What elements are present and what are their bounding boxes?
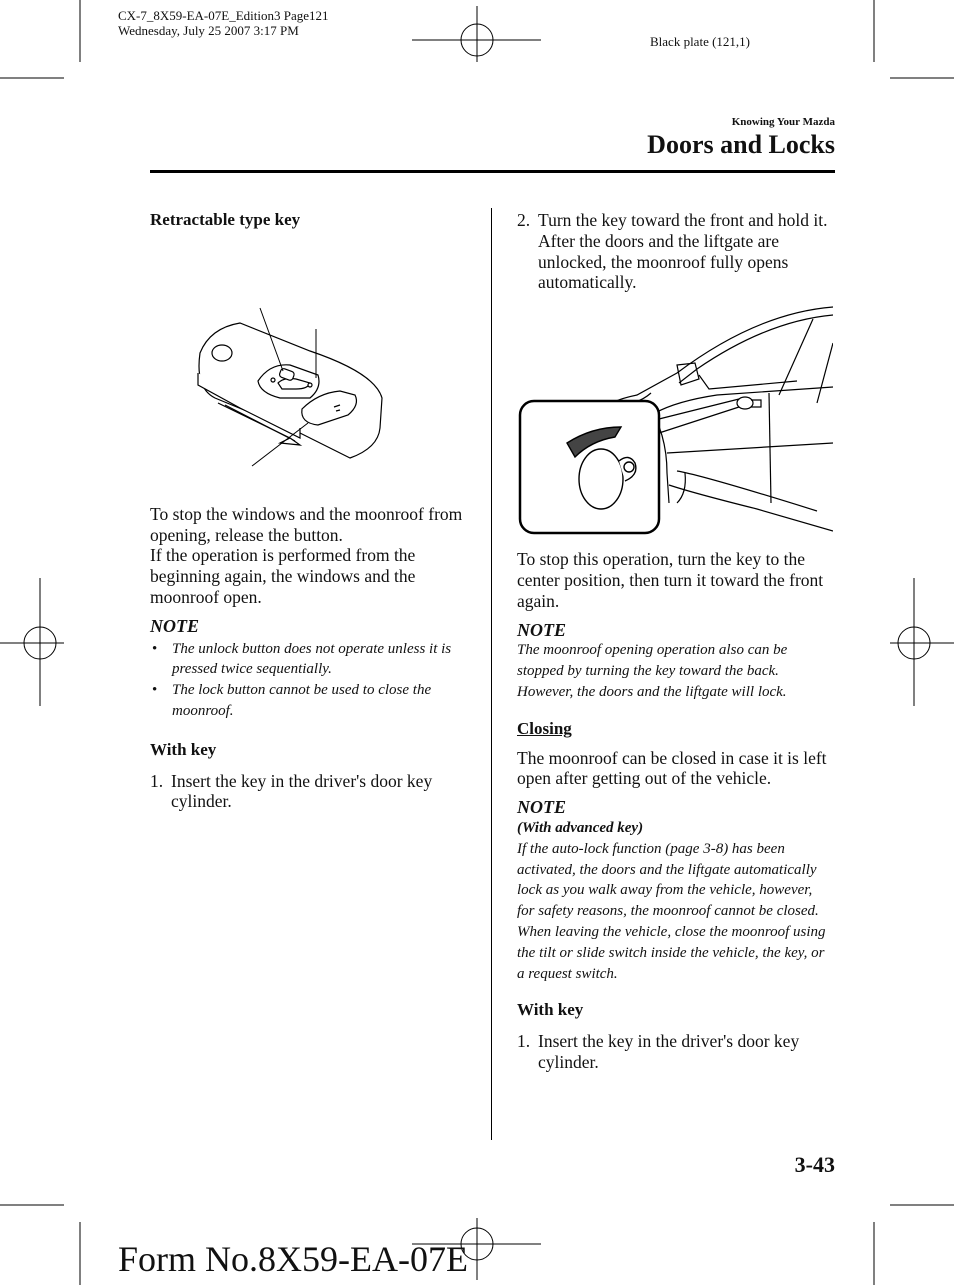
page-number: 3-43 [794, 1152, 835, 1177]
heading-retractable-key: Retractable type key [150, 210, 301, 229]
step-item [517, 1031, 833, 1073]
print-header-line1: CX-7_8X59-EA-07E_Edition3 Page121 [118, 8, 329, 23]
steps-list [150, 771, 470, 813]
step-number: 1. [150, 770, 164, 791]
column-divider [491, 208, 492, 1140]
step-text: Insert the key in the driver's door key cylinder. [538, 1031, 800, 1072]
step-text: Turn the key toward the front and hold it. After the doors and the liftgate are unlocked, the moonroof fully opens automatically. [538, 210, 828, 293]
step-number: 2. [517, 210, 531, 230]
note-label: NOTE [150, 615, 199, 636]
print-header-line2: Wednesday, July 25 2007 3:17 PM [118, 23, 299, 38]
note-label: NOTE [517, 797, 566, 818]
step-item [150, 771, 470, 813]
step-number: 1. [517, 1031, 531, 1052]
form-number: Form No.8X59-EA-07E [118, 1239, 468, 1279]
plate-label: Black plate (121,1) [650, 34, 750, 49]
paragraph-stop-operation: To stop this operation, turn the key to the center position, then turn it toward the front again. [517, 549, 824, 611]
heading-with-key: With key [150, 739, 217, 759]
section-label: Knowing Your Mazda [731, 116, 835, 128]
paragraph-release-button: To stop the windows and the moonroof from opening, release the button. [150, 503, 463, 545]
steps-list-continued [517, 210, 833, 293]
heading-closing: Closing [517, 718, 572, 738]
door-key-cylinder-illustration [517, 303, 833, 539]
section-title: Doors and Locks [647, 130, 835, 159]
note-subheading: (With advanced key) [517, 819, 644, 836]
note-text: The moonroof opening operation also can be stopped by turning the key toward the back. However, the doors and the liftgate will lock. [517, 642, 788, 700]
note-list [150, 639, 470, 722]
retractable-key-illustration [150, 233, 470, 498]
note-label: NOTE [517, 619, 566, 640]
registration-mark-right [890, 578, 954, 706]
paragraph-closing: The moonroof can be closed in case it is left open after getting out of the vehicle. [517, 747, 827, 789]
registration-mark-top [412, 6, 541, 62]
paragraph-repeat-operation: If the operation is performed from the beginning again, the windows and the moonroof open. [150, 545, 416, 607]
right-column [517, 210, 833, 1073]
print-header-info [118, 8, 329, 38]
heading-with-key: With key [517, 1000, 584, 1020]
note-item: • The unlock button does not operate unless it is pressed twice sequentially. [150, 639, 470, 681]
note-item: • The lock button cannot be used to close the moonroof. [150, 680, 470, 722]
header-rule [150, 170, 835, 173]
registration-mark-left [0, 578, 64, 706]
step-text: Insert the key in the driver's door key cylinder. [171, 770, 433, 812]
step-item [517, 210, 833, 293]
steps-list [517, 1031, 833, 1073]
left-column [150, 210, 470, 812]
note-text: If the auto-lock function (page 3-8) has been activated, the doors and the liftgate automatically lock as you walk away from the vehicle, however, for safety reasons, the moonroof cannot be closed. When leaving the vehicle, close the moonroof using the tilt or slide switch inside the vehicle, the key, or a request switch. [517, 840, 826, 982]
